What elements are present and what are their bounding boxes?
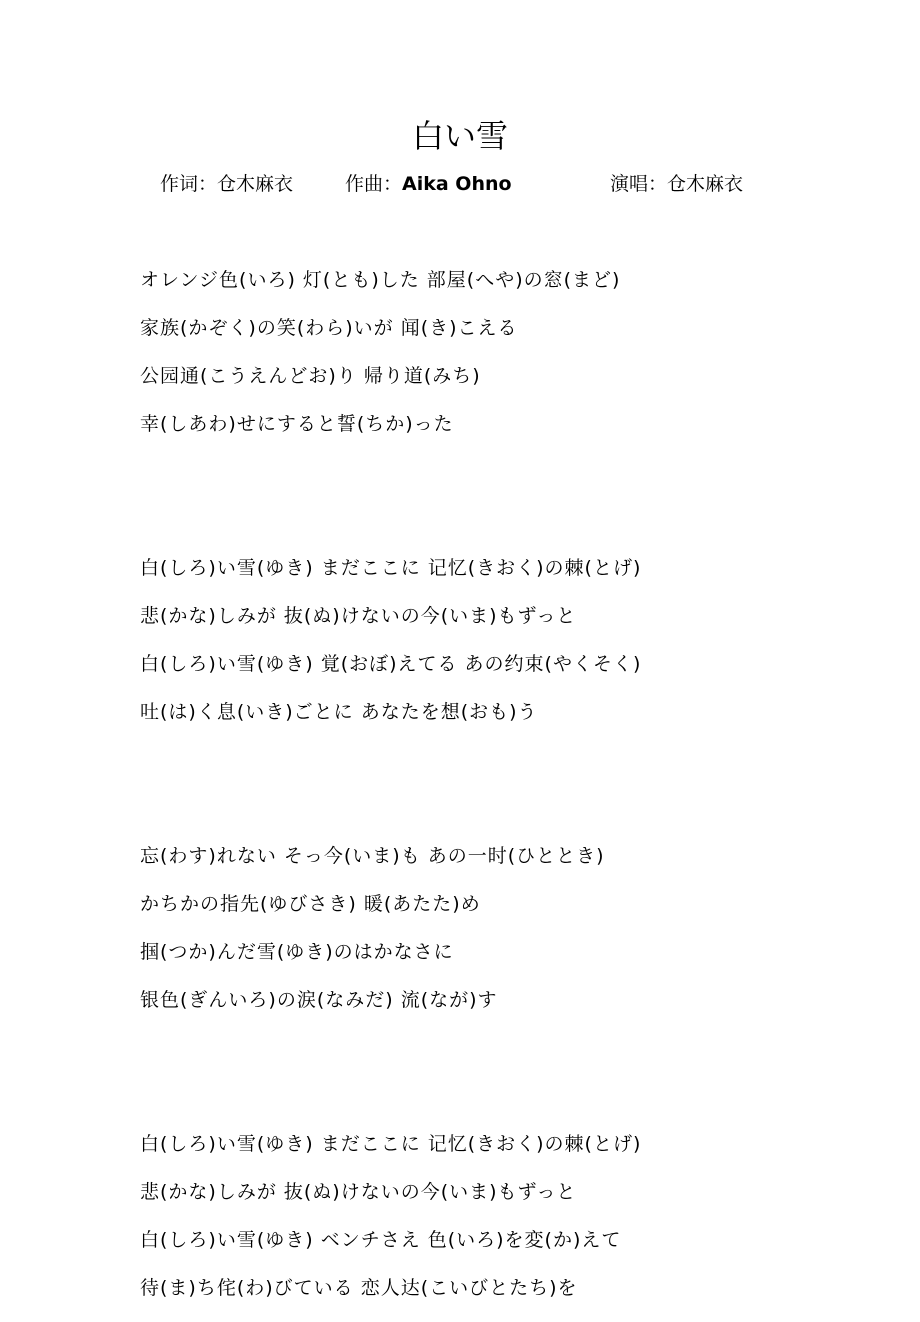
- singer-label: 演唱：: [610, 173, 668, 195]
- lyric-line: 白(しろ)い雪(ゆき) まだここに 记忆(きおく)の棘(とげ): [140, 557, 642, 579]
- lyric-line: かちかの指先(ゆびさき) 暖(あたた)め: [140, 893, 481, 915]
- composer-label: 作曲：: [345, 173, 403, 195]
- lyric-line: 悲(かな)しみが 抜(ぬ)けないの今(いま)もずっと: [140, 605, 577, 627]
- composer-credit: [345, 171, 512, 197]
- stanza-3: [140, 842, 900, 1034]
- lyric-line: 忘(わす)れない そっ今(いま)も あの一时(ひととき): [140, 845, 605, 867]
- stanza-2: [140, 554, 900, 746]
- song-title: 白い雪: [411, 117, 508, 155]
- lyric-line: 家族(かぞく)の笑(わら)いが 闻(き)こえる: [140, 317, 518, 339]
- stanza-4: [140, 1130, 900, 1322]
- lyric-line: 白(しろ)い雪(ゆき) ベンチさえ 色(いろ)を変(か)えて: [140, 1229, 622, 1251]
- lyric-line: 公园通(こうえんどお)り 帰り道(みち): [140, 365, 481, 387]
- lyric-line: 掴(つか)んだ雪(ゆき)のはかなさに: [140, 941, 454, 963]
- singer-name: 仓木麻衣: [667, 173, 744, 195]
- song-credits: [0, 171, 920, 197]
- lyric-line: オレンジ色(いろ) 灯(とも)した 部屋(へや)の窓(まど): [140, 269, 621, 291]
- stanza-1: [140, 266, 900, 458]
- lyric-line: 白(しろ)い雪(ゆき) まだここに 记忆(きおく)の棘(とげ): [140, 1133, 642, 1155]
- lyric-line: 悲(かな)しみが 抜(ぬ)けないの今(いま)もずっと: [140, 1181, 577, 1203]
- lyric-line: 白(しろ)い雪(ゆき) 覚(おぼ)えてる あの约束(やくそく): [140, 653, 642, 675]
- lyric-line: 吐(は)く息(いき)ごとに あなたを想(おも)う: [140, 701, 538, 723]
- singer-credit: [610, 171, 743, 197]
- lyric-line: 银色(ぎんいろ)の涙(なみだ) 流(なが)す: [140, 989, 498, 1011]
- lyric-line: 待(ま)ち侘(わ)びている 恋人达(こいびとたち)を: [140, 1277, 578, 1299]
- lyricist-credit: [160, 171, 293, 197]
- lyricist-name: 仓木麻衣: [217, 173, 294, 195]
- lyric-line: 幸(しあわ)せにすると誓(ちか)った: [140, 413, 454, 435]
- lyricist-label: 作词：: [160, 173, 218, 195]
- composer-name: Aika Ohno: [402, 173, 512, 195]
- lyrics-body: [140, 266, 900, 1322]
